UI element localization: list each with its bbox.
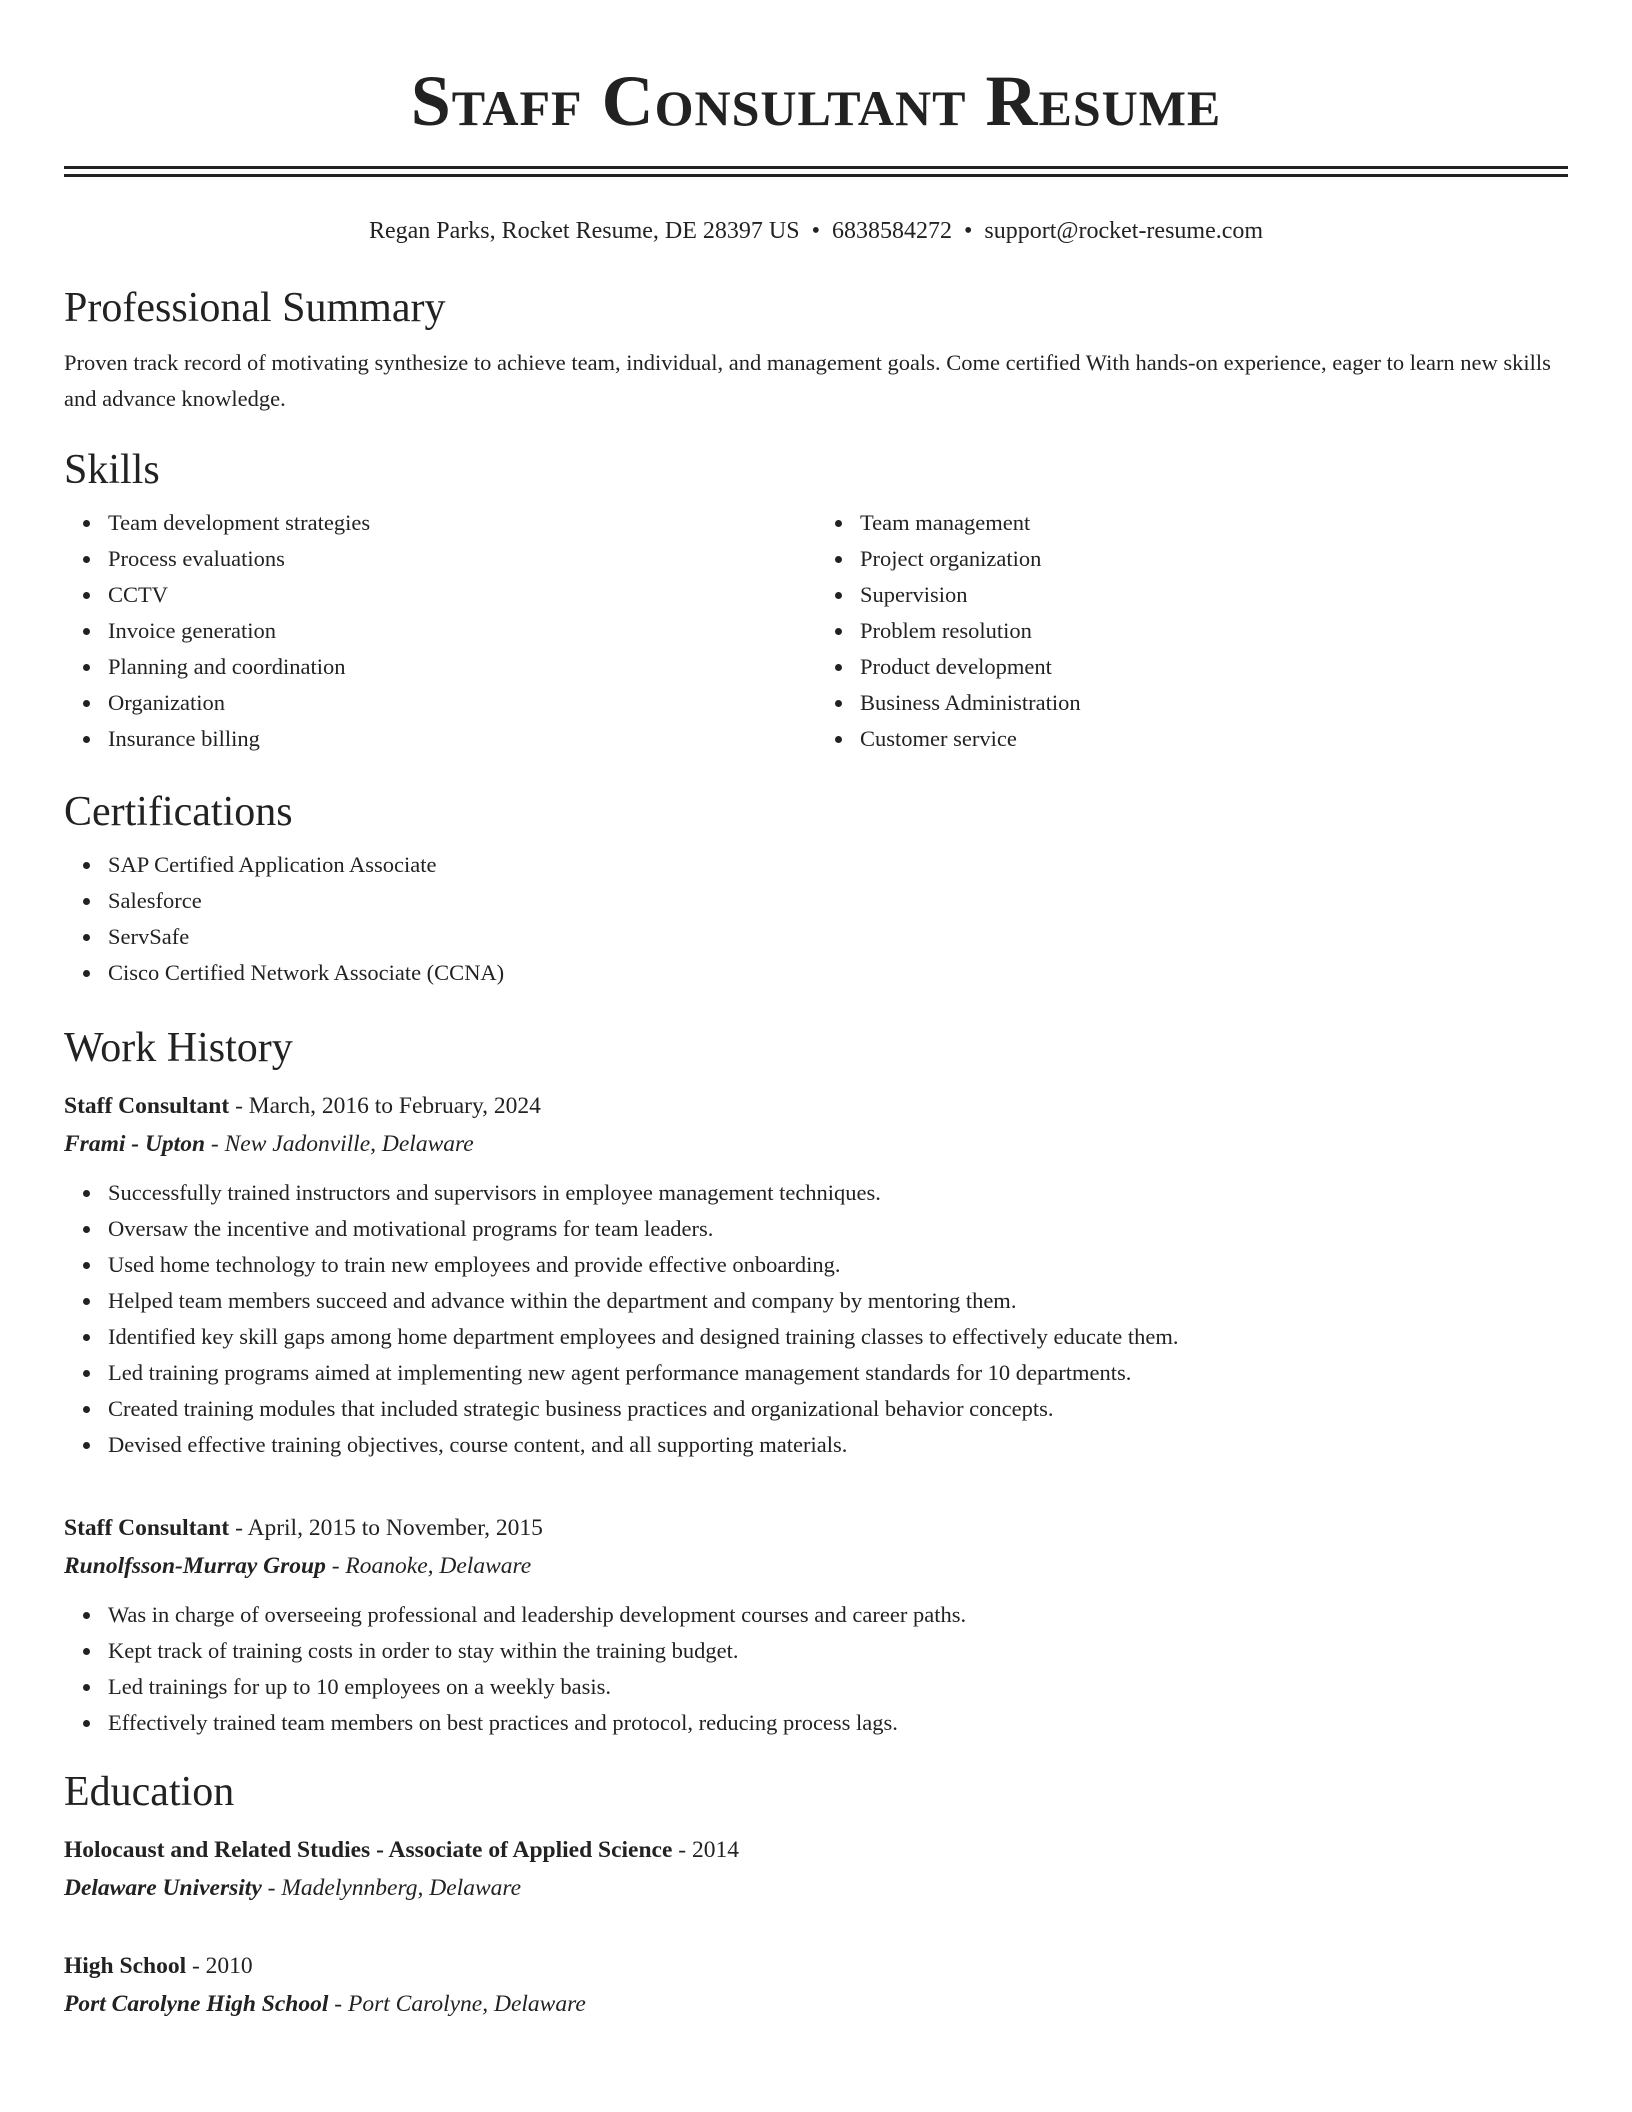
page-title: Staff Consultant Resume — [410, 61, 1222, 141]
job-dates: - March, 2016 to February, 2024 — [229, 1093, 541, 1119]
education-school-line — [64, 1869, 1568, 1907]
job-bullets — [64, 1175, 1568, 1463]
work-history-section — [64, 1023, 1568, 1741]
education-header — [64, 1831, 1568, 1869]
job-bullet: Helped team members succeed and advance within the department and company by mentoring them. — [108, 1283, 1568, 1319]
job-header — [64, 1509, 1568, 1547]
job-location: - New Jadonville, Delaware — [205, 1131, 474, 1157]
skill-item: Organization — [108, 685, 816, 721]
contact-email: support@rocket-resume.com — [984, 218, 1264, 244]
job-company: Frami - Upton — [64, 1131, 206, 1157]
skill-item: Project organization — [860, 541, 1568, 577]
skills-section — [64, 445, 1568, 757]
certifications-list — [64, 847, 1568, 991]
education-header — [64, 1947, 1568, 1985]
certification-item: ServSafe — [108, 919, 1568, 955]
education-section — [64, 1767, 1568, 2023]
skills-list-right — [816, 505, 1568, 757]
education-degree: Holocaust and Related Studies - Associate of Applied Science — [64, 1837, 673, 1863]
skills-list-left — [64, 505, 816, 757]
certifications-heading: Certifications — [64, 789, 293, 835]
skills-heading: Skills — [64, 447, 160, 493]
education-degree: High School — [64, 1953, 187, 1979]
education-year: - 2014 — [672, 1837, 739, 1863]
job-bullet: Oversaw the incentive and motivational programs for team leaders. — [108, 1211, 1568, 1247]
skill-item: CCTV — [108, 577, 816, 613]
skill-item: Planning and coordination — [108, 649, 816, 685]
job-header — [64, 1087, 1568, 1125]
contact-separator: • — [963, 218, 973, 244]
job-location: - Roanoke, Delaware — [325, 1553, 532, 1579]
skill-item: Customer service — [860, 721, 1568, 757]
skill-item: Product development — [860, 649, 1568, 685]
job-bullet: Identified key skill gaps among home department employees and designed training classes to effectively educate them. — [108, 1319, 1568, 1355]
job-company-line — [64, 1547, 1568, 1585]
certifications-section — [64, 787, 1568, 991]
skill-item: Process evaluations — [108, 541, 816, 577]
skill-item: Team management — [860, 505, 1568, 541]
certification-item: Salesforce — [108, 883, 1568, 919]
job-bullet: Created training modules that included strategic business practices and organizational behavior concepts. — [108, 1391, 1568, 1427]
summary-heading: Professional Summary — [64, 285, 446, 331]
job-bullet: Devised effective training objectives, course content, and all supporting materials. — [108, 1427, 1568, 1463]
work-history-heading: Work History — [64, 1025, 293, 1071]
summary-text: Proven track record of motivating synthesize to achieve team, individual, and management goals. Come certified With hands-on experience, eager to learn new skills and advance knowledge. — [64, 350, 1551, 411]
contact-address: Regan Parks, Rocket Resume, DE 28397 US — [368, 218, 800, 244]
skill-item: Insurance billing — [108, 721, 816, 757]
job-title: Staff Consultant — [64, 1093, 230, 1119]
education-entry — [64, 1831, 1568, 1907]
skill-item: Business Administration — [860, 685, 1568, 721]
job-bullet: Led training programs aimed at implementing new agent performance management standards for 10 departments. — [108, 1355, 1568, 1391]
education-year: - 2010 — [186, 1953, 253, 1979]
contact-line — [64, 215, 1568, 247]
skill-item: Problem resolution — [860, 613, 1568, 649]
summary-section — [64, 283, 1568, 417]
job-bullets — [64, 1597, 1568, 1741]
certification-item: Cisco Certified Network Associate (CCNA) — [108, 955, 1568, 991]
job-bullet: Kept track of training costs in order to stay within the training budget. — [108, 1633, 1568, 1669]
education-location: - Port Carolyne, Delaware — [328, 1991, 586, 2017]
job-bullet: Led trainings for up to 10 employees on a weekly basis. — [108, 1669, 1568, 1705]
job-dates: - April, 2015 to November, 2015 — [229, 1515, 543, 1541]
skill-item: Invoice generation — [108, 613, 816, 649]
job-title: Staff Consultant — [64, 1515, 230, 1541]
education-entry — [64, 1947, 1568, 2023]
contact-phone: 6838584272 — [831, 218, 952, 244]
contact-separator: • — [811, 218, 820, 244]
job-company-line — [64, 1125, 1568, 1163]
job-bullet: Effectively trained team members on best practices and protocol, reducing process lags. — [108, 1705, 1568, 1741]
certification-item: SAP Certified Application Associate — [108, 847, 1568, 883]
title-divider — [64, 166, 1568, 177]
skill-item: Supervision — [860, 577, 1568, 613]
job-entry — [64, 1509, 1568, 1741]
education-location: - Madelynnberg, Delaware — [261, 1875, 522, 1901]
education-school: Port Carolyne High School — [64, 1991, 329, 2017]
skill-item: Team development strategies — [108, 505, 816, 541]
education-school: Delaware University — [64, 1875, 262, 1901]
job-company: Runolfsson-Murray Group — [64, 1553, 326, 1579]
skills-grid — [64, 495, 1568, 757]
job-entry — [64, 1087, 1568, 1463]
education-heading: Education — [64, 1769, 235, 1815]
job-bullet: Used home technology to train new employees and provide effective onboarding. — [108, 1247, 1568, 1283]
job-bullet: Was in charge of overseeing professional and leadership development courses and career paths. — [108, 1597, 1568, 1633]
education-school-line — [64, 1985, 1568, 2023]
job-bullet: Successfully trained instructors and supervisors in employee management techniques. — [108, 1175, 1568, 1211]
